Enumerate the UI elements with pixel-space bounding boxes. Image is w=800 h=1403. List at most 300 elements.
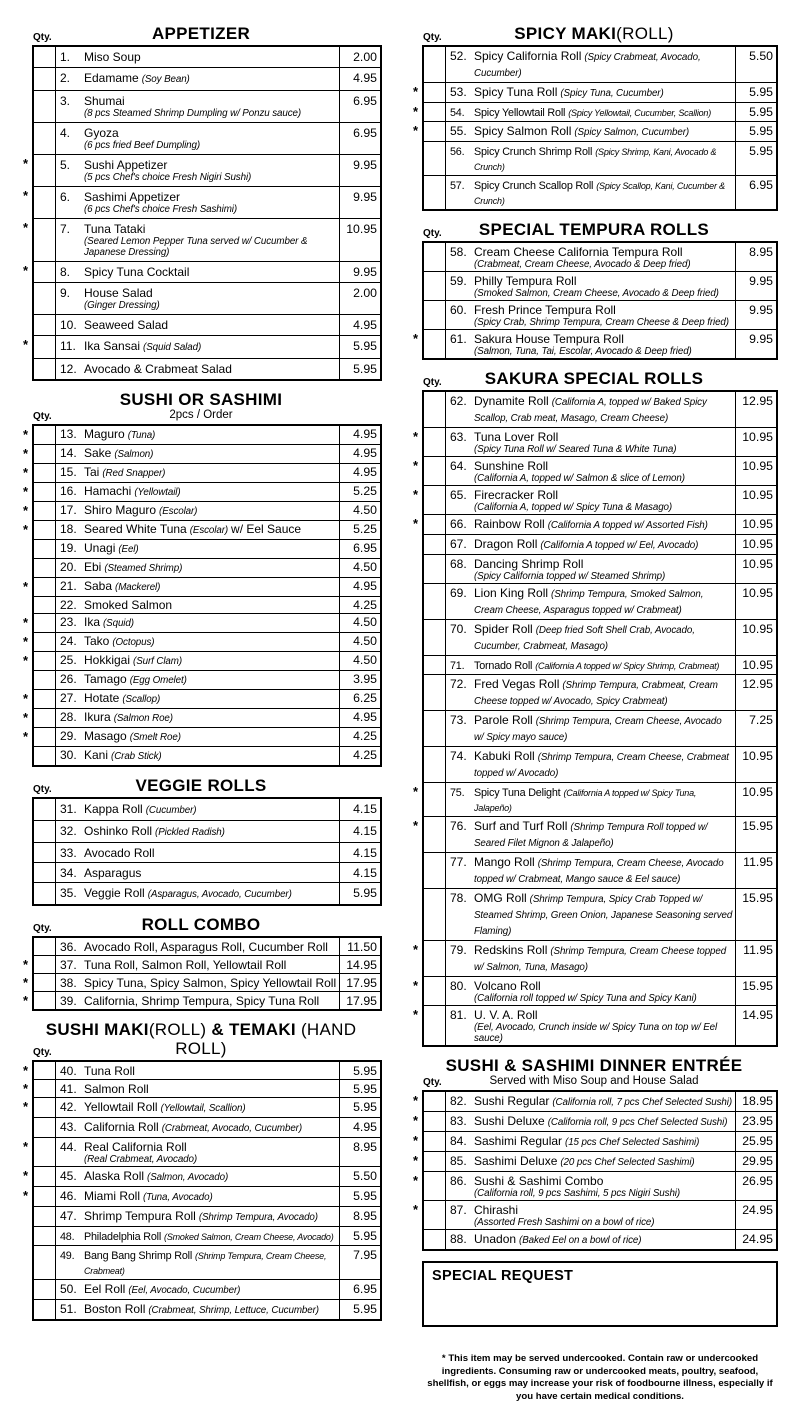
qty-cell[interactable]: [34, 843, 56, 862]
qty-cell[interactable]: [34, 540, 56, 558]
qty-cell[interactable]: [424, 584, 446, 619]
item-number: 72.: [450, 676, 467, 691]
item-text: [56, 1138, 339, 1166]
item-price: 4.25: [339, 747, 380, 765]
section-title-part: (ROLL): [148, 1020, 212, 1039]
qty-label: Qty.: [423, 228, 442, 239]
item-text: [56, 559, 339, 577]
item-description: (15 pcs Chef Selected Sashimi): [565, 1136, 700, 1148]
item-description: (Shrimp Tempura, Cream Cheese, Avocado w/ Spicy mayo sauce): [474, 715, 722, 743]
item-text: [56, 155, 339, 186]
item-number: 51.: [60, 1301, 77, 1316]
qty-cell[interactable]: [34, 1300, 56, 1319]
qty-cell[interactable]: [34, 359, 56, 379]
item-number: 29.: [60, 729, 77, 743]
menu-item-row: [34, 359, 380, 379]
undercooked-star: *: [23, 427, 29, 442]
item-name: Spider Roll: [474, 621, 533, 636]
qty-cell[interactable]: [34, 821, 56, 842]
undercooked-star: *: [23, 484, 29, 499]
special-request-label: SPECIAL REQUEST: [432, 1268, 574, 1284]
undercooked-star: *: [413, 1202, 419, 1217]
item-text: [56, 483, 339, 501]
item-number: 79.: [450, 942, 467, 957]
qty-cell[interactable]: [424, 457, 446, 485]
item-price: 17.95: [339, 974, 380, 991]
item-name: Smoked Salmon: [84, 598, 173, 612]
item-price: 4.95: [339, 68, 380, 90]
item-name: Parole Roll: [474, 712, 533, 727]
qty-cell[interactable]: [424, 747, 446, 782]
section-title-part: (ROLL): [616, 24, 674, 43]
qty-cell[interactable]: [424, 103, 446, 121]
item-price: 14.95: [339, 956, 380, 973]
item-price: 4.95: [339, 578, 380, 596]
qty-cell[interactable]: [424, 515, 446, 534]
qty-cell[interactable]: [34, 974, 56, 991]
undercooked-star: *: [413, 1113, 419, 1128]
qty-cell[interactable]: [424, 392, 446, 427]
qty-cell[interactable]: [34, 521, 56, 539]
item-price: 5.95: [339, 1187, 380, 1206]
qty-cell[interactable]: [424, 47, 446, 82]
menu-item-row: [424, 535, 776, 555]
qty-cell[interactable]: [34, 219, 56, 261]
qty-cell[interactable]: [424, 555, 446, 583]
item-description: (Smelt Roe): [129, 732, 181, 743]
item-description: (Salmon, Avocado): [147, 1171, 229, 1183]
item-price: 6.25: [339, 690, 380, 708]
menu-item-row: [23, 578, 380, 597]
item-text: [56, 633, 339, 651]
qty-cell[interactable]: [34, 1118, 56, 1137]
qty-cell[interactable]: [424, 272, 446, 300]
menu-item-row: [23, 426, 380, 445]
item-name: Unadon: [474, 1231, 517, 1246]
item-text: [446, 977, 735, 1005]
qty-cell[interactable]: [34, 652, 56, 670]
item-number: 30.: [60, 748, 77, 762]
item-price: 17.95: [339, 992, 380, 1009]
item-description: (Shrimp Tempura, Cream Cheese, Crabmeat topped w/ Avocado): [474, 751, 729, 779]
item-description: (California A topped w/ Spicy Shrimp, Crabmeat): [535, 660, 720, 671]
item-text: [446, 1152, 735, 1171]
item-description: (California roll, 7 pcs Chef Selected Sushi): [552, 1096, 733, 1108]
item-description: (Pickled Radish): [155, 826, 225, 838]
item-text: [446, 555, 735, 583]
section-title: [410, 1056, 778, 1075]
qty-cell[interactable]: [424, 122, 446, 141]
menu-item-row: [424, 1230, 776, 1249]
item-name: Chirashi: [474, 1202, 519, 1217]
qty-cell[interactable]: [34, 1167, 56, 1186]
item-text: [56, 262, 339, 282]
item-price: 15.95: [735, 977, 776, 1005]
menu-item-row: [413, 1201, 776, 1230]
item-price: 10.95: [735, 457, 776, 485]
qty-cell[interactable]: [34, 1227, 56, 1245]
item-price: 4.50: [339, 633, 380, 651]
menu-item-row: [34, 315, 380, 336]
item-description: (Spicy California topped w/ Steamed Shrimp): [474, 570, 666, 582]
item-price: 9.95: [735, 301, 776, 329]
section-header: [410, 1056, 778, 1088]
menu-item-row: [23, 974, 380, 992]
section-header: [20, 1020, 382, 1058]
item-text: [446, 817, 735, 852]
item-number: 20.: [60, 560, 77, 574]
qty-cell[interactable]: [34, 747, 56, 765]
item-description: (Spicy Yellowtail, Cucumber, Scallion): [568, 107, 712, 118]
item-description: (Asparagus, Avocado, Cucumber): [147, 888, 292, 900]
qty-cell[interactable]: [34, 283, 56, 314]
item-text: [56, 956, 339, 973]
item-price: 5.95: [735, 142, 776, 175]
item-name: Tako: [84, 634, 110, 648]
item-number: 63.: [450, 429, 467, 444]
item-price: 2.00: [339, 47, 380, 67]
qty-cell[interactable]: [34, 1062, 56, 1079]
qty-cell[interactable]: [34, 1246, 56, 1279]
item-text: [56, 123, 339, 154]
item-price: 8.95: [735, 243, 776, 271]
qty-cell[interactable]: [424, 301, 446, 329]
section-title: [410, 220, 778, 239]
menu-item-row: [413, 1172, 776, 1201]
item-description: (Smoked Salmon, Cream Cheese, Avocado): [164, 1231, 334, 1242]
item-name: Ebi: [84, 560, 102, 574]
qty-cell[interactable]: [34, 1280, 56, 1299]
qty-cell[interactable]: [424, 142, 446, 175]
qty-cell[interactable]: [424, 428, 446, 456]
item-description: (6 pcs Chef's choice Fresh Sashimi): [84, 204, 237, 215]
section-title-part: (HAND ROLL): [175, 1020, 357, 1058]
menu-item-row: [34, 1300, 380, 1319]
qty-cell[interactable]: [34, 578, 56, 596]
qty-cell[interactable]: [34, 155, 56, 186]
item-name: Yellowtail Roll: [84, 1099, 158, 1114]
item-description: (Crabmeat, Avocado, Cucumber): [161, 1122, 303, 1134]
item-name: California, Shrimp Tempura, Spicy Tuna Roll: [84, 993, 320, 1008]
qty-cell[interactable]: [424, 977, 446, 1005]
item-name: Kabuki Roll: [474, 748, 535, 763]
item-price: 9.95: [339, 262, 380, 282]
menu-item-row: [23, 262, 380, 283]
qty-cell[interactable]: [424, 889, 446, 940]
qty-cell[interactable]: [34, 1207, 56, 1226]
undercooked-star: *: [23, 729, 29, 744]
item-price: 4.25: [339, 728, 380, 746]
qty-cell[interactable]: [424, 1230, 446, 1249]
menu-item-row: [424, 656, 776, 675]
item-description: (Ginger Dressing): [84, 300, 160, 311]
qty-cell[interactable]: [424, 1132, 446, 1151]
item-name: Tornado Roll: [474, 659, 533, 672]
right-sections: [410, 24, 778, 1251]
item-description: (Spicy Tuna Roll w/ Seared Tuna & White Tuna): [474, 443, 677, 455]
menu-table: [413, 241, 778, 360]
qty-cell[interactable]: [424, 941, 446, 976]
qty-cell[interactable]: [34, 123, 56, 154]
item-name: Shiro Maguro: [84, 503, 157, 517]
undercooked-star: *: [413, 1093, 419, 1108]
item-number: 9.: [60, 286, 71, 300]
qty-cell[interactable]: [34, 728, 56, 746]
item-text: [446, 1201, 735, 1229]
menu-item-row: [424, 392, 776, 428]
qty-cell[interactable]: [424, 675, 446, 710]
item-description: (Cucumber): [145, 804, 197, 816]
menu-item-row: [23, 709, 380, 728]
qty-cell[interactable]: [424, 1092, 446, 1111]
item-description: (Shrimp Tempura, Spicy Crab Topped w/ Steamed Shrimp, Green Onion, Japanese Seasoning served Flaming): [474, 893, 733, 937]
qty-cell[interactable]: [34, 336, 56, 358]
qty-cell[interactable]: [34, 633, 56, 651]
qty-label: Qty.: [423, 377, 442, 388]
undercooked-star: *: [23, 446, 29, 461]
qty-cell[interactable]: [424, 711, 446, 746]
qty-cell[interactable]: [34, 315, 56, 335]
item-price: 8.95: [339, 1207, 380, 1226]
item-description: (Red Snapper): [102, 468, 166, 479]
item-description: (California A topped w/ Assorted Fish): [547, 519, 708, 531]
qty-cell[interactable]: [34, 690, 56, 708]
item-name: Sushi Regular: [474, 1093, 550, 1108]
item-number: 78.: [450, 890, 467, 905]
item-price: 10.95: [339, 219, 380, 261]
item-text: [56, 540, 339, 558]
menu-item-row: [413, 1092, 776, 1112]
qty-cell[interactable]: [424, 1201, 446, 1229]
menu-item-row: [413, 941, 776, 977]
item-text: [56, 709, 339, 727]
item-name: Ikura: [84, 710, 111, 724]
qty-cell[interactable]: [424, 83, 446, 102]
item-price: 11.95: [735, 941, 776, 976]
item-number: 54.: [450, 106, 465, 119]
item-text: [56, 1080, 339, 1097]
menu-item-row: [424, 853, 776, 889]
qty-cell[interactable]: [424, 783, 446, 816]
item-description: (Tuna): [127, 430, 156, 441]
qty-cell[interactable]: [34, 709, 56, 727]
item-text: [56, 359, 339, 379]
item-name: Seared White Tuna: [84, 522, 187, 536]
menu-item-row: [34, 597, 380, 614]
menu-table: [413, 1090, 778, 1251]
item-price: 5.25: [339, 521, 380, 539]
item-number: 1.: [60, 50, 71, 64]
item-number: 47.: [60, 1208, 77, 1223]
section-header: [410, 24, 778, 43]
undercooked-star: *: [23, 1063, 29, 1078]
undercooked-star: *: [413, 1153, 419, 1168]
item-description: (Crabmeat, Shrimp, Lettuce, Cucumber): [148, 1304, 319, 1316]
qty-cell[interactable]: [34, 1080, 56, 1097]
menu-item-row: [424, 584, 776, 620]
qty-cell[interactable]: [34, 187, 56, 218]
qty-cell[interactable]: [424, 1112, 446, 1131]
menu-section-veggie-rolls: [20, 776, 382, 906]
item-name-suffix: w/ Eel Sauce: [231, 522, 302, 536]
item-text: [446, 1132, 735, 1151]
item-price: 26.95: [735, 1172, 776, 1200]
qty-cell[interactable]: [34, 614, 56, 632]
undercooked-star: *: [23, 615, 29, 630]
qty-cell[interactable]: [34, 863, 56, 882]
qty-cell[interactable]: [424, 243, 446, 271]
menu-item-row: [23, 956, 380, 974]
item-number: 48.: [60, 1230, 75, 1243]
item-text: [56, 690, 339, 708]
menu-column-left: [20, 24, 382, 1330]
item-number: 83.: [450, 1113, 467, 1128]
qty-cell[interactable]: [34, 502, 56, 520]
undercooked-star: *: [23, 522, 29, 537]
menu-item-row: [424, 889, 776, 941]
menu-item-row: [23, 464, 380, 483]
item-description: (Scallop): [122, 694, 161, 705]
menu-table: [32, 797, 382, 906]
qty-cell[interactable]: [34, 956, 56, 973]
menu-item-row: [34, 938, 380, 956]
menu-section-sushi-maki-roll-temaki-hand-roll: [20, 1020, 382, 1321]
item-text: [446, 1006, 735, 1045]
undercooked-star: *: [23, 579, 29, 594]
item-price: 10.95: [735, 535, 776, 554]
menu-item-row: [23, 445, 380, 464]
item-description: (California A, topped w/ Salmon & slice of Lemon): [474, 472, 685, 484]
item-price: 4.95: [339, 1118, 380, 1137]
qty-cell[interactable]: [34, 1098, 56, 1117]
item-number: 10.: [60, 318, 77, 332]
qty-cell[interactable]: [34, 883, 56, 904]
item-description: (Octopus): [112, 637, 155, 648]
item-price: 5.95: [339, 336, 380, 358]
qty-cell[interactable]: [34, 559, 56, 577]
item-name: Sunshine Roll: [474, 458, 549, 473]
item-number: 87.: [450, 1202, 467, 1217]
item-description: (Eel, Avocado, Crunch inside w/ Spicy Tuna on top w/ Eel sauce): [474, 1021, 718, 1044]
item-text: [56, 992, 339, 1009]
item-number: 38.: [60, 975, 77, 990]
qty-cell[interactable]: [424, 486, 446, 514]
qty-cell[interactable]: [424, 535, 446, 554]
qty-cell[interactable]: [424, 620, 446, 655]
menu-item-row: [34, 843, 380, 863]
item-text: [446, 428, 735, 456]
qty-cell[interactable]: [34, 597, 56, 613]
qty-cell[interactable]: [34, 47, 56, 67]
item-price: 4.95: [339, 315, 380, 335]
qty-cell[interactable]: [34, 938, 56, 955]
item-description: (Spicy Crab, Shrimp Tempura, Cream Cheese & Deep fried): [474, 316, 729, 328]
item-number: 85.: [450, 1153, 467, 1168]
item-name: Sushi Appetizer: [84, 158, 168, 172]
item-number: 53.: [450, 84, 467, 99]
item-name: Spicy Crunch Shrimp Roll: [474, 145, 593, 158]
qty-cell[interactable]: [424, 853, 446, 888]
qty-cell[interactable]: [34, 91, 56, 122]
qty-cell[interactable]: [34, 1187, 56, 1206]
qty-cell[interactable]: [34, 483, 56, 501]
item-text: [446, 515, 735, 534]
item-text: [56, 614, 339, 632]
menu-item-row: [413, 122, 776, 142]
item-number: 50.: [60, 1281, 77, 1296]
qty-cell[interactable]: [34, 464, 56, 482]
item-name: Avocado Roll, Asparagus Roll, Cucumber Roll: [84, 939, 328, 954]
undercooked-star: *: [23, 337, 29, 352]
qty-cell[interactable]: [34, 68, 56, 90]
menu-item-row: [34, 821, 380, 843]
qty-cell[interactable]: [424, 176, 446, 209]
menu-item-row: [413, 1132, 776, 1152]
item-number: 32.: [60, 823, 77, 838]
item-text: [446, 941, 735, 976]
qty-cell[interactable]: [424, 1006, 446, 1045]
qty-label: Qty.: [33, 32, 52, 43]
item-text: [56, 1227, 339, 1245]
item-name: Edamame: [84, 71, 139, 85]
section-header: [20, 390, 382, 422]
item-number: 70.: [450, 621, 467, 636]
item-name: Hamachi: [84, 484, 132, 498]
qty-cell[interactable]: [424, 1172, 446, 1200]
item-description: (Crabmeat, Cream Cheese, Avocado & Deep fried): [474, 258, 691, 270]
item-text: [446, 457, 735, 485]
menu-item-row: [23, 483, 380, 502]
qty-cell[interactable]: [424, 1152, 446, 1171]
special-request-box[interactable]: [422, 1261, 778, 1327]
qty-cell[interactable]: [424, 817, 446, 852]
item-text: [56, 47, 339, 67]
item-number: 52.: [450, 48, 467, 63]
menu-table: [413, 390, 778, 1047]
qty-cell[interactable]: [424, 656, 446, 674]
qty-cell[interactable]: [34, 426, 56, 444]
item-name: Gyoza: [84, 126, 119, 140]
item-name: California Roll: [84, 1119, 159, 1134]
item-price: 18.95: [735, 1092, 776, 1111]
item-text: [446, 392, 735, 427]
item-name: OMG Roll: [474, 890, 527, 905]
menu-table: [23, 45, 382, 381]
item-price: 10.95: [735, 515, 776, 534]
item-text: [56, 445, 339, 463]
menu-item-row: [424, 711, 776, 747]
section-title: [20, 390, 382, 409]
item-description: (Steamed Shrimp): [104, 563, 183, 574]
qty-cell[interactable]: [34, 445, 56, 463]
qty-cell[interactable]: [34, 799, 56, 820]
qty-cell[interactable]: [34, 992, 56, 1009]
item-name: Sakura House Tempura Roll: [474, 331, 624, 346]
menu-item-row: [34, 1207, 380, 1227]
item-text: [446, 711, 735, 746]
item-name: Maguro: [84, 427, 125, 441]
item-name: Dancing Shrimp Roll: [474, 556, 584, 571]
qty-cell[interactable]: [424, 330, 446, 358]
qty-cell[interactable]: [34, 1138, 56, 1166]
item-price: 5.95: [735, 122, 776, 141]
item-price: 6.95: [339, 1280, 380, 1299]
qty-cell[interactable]: [34, 262, 56, 282]
qty-cell[interactable]: [34, 671, 56, 689]
section-title-part: SPICY MAKI: [514, 24, 617, 43]
item-number: 11.: [60, 339, 76, 353]
item-number: 7.: [60, 222, 71, 236]
